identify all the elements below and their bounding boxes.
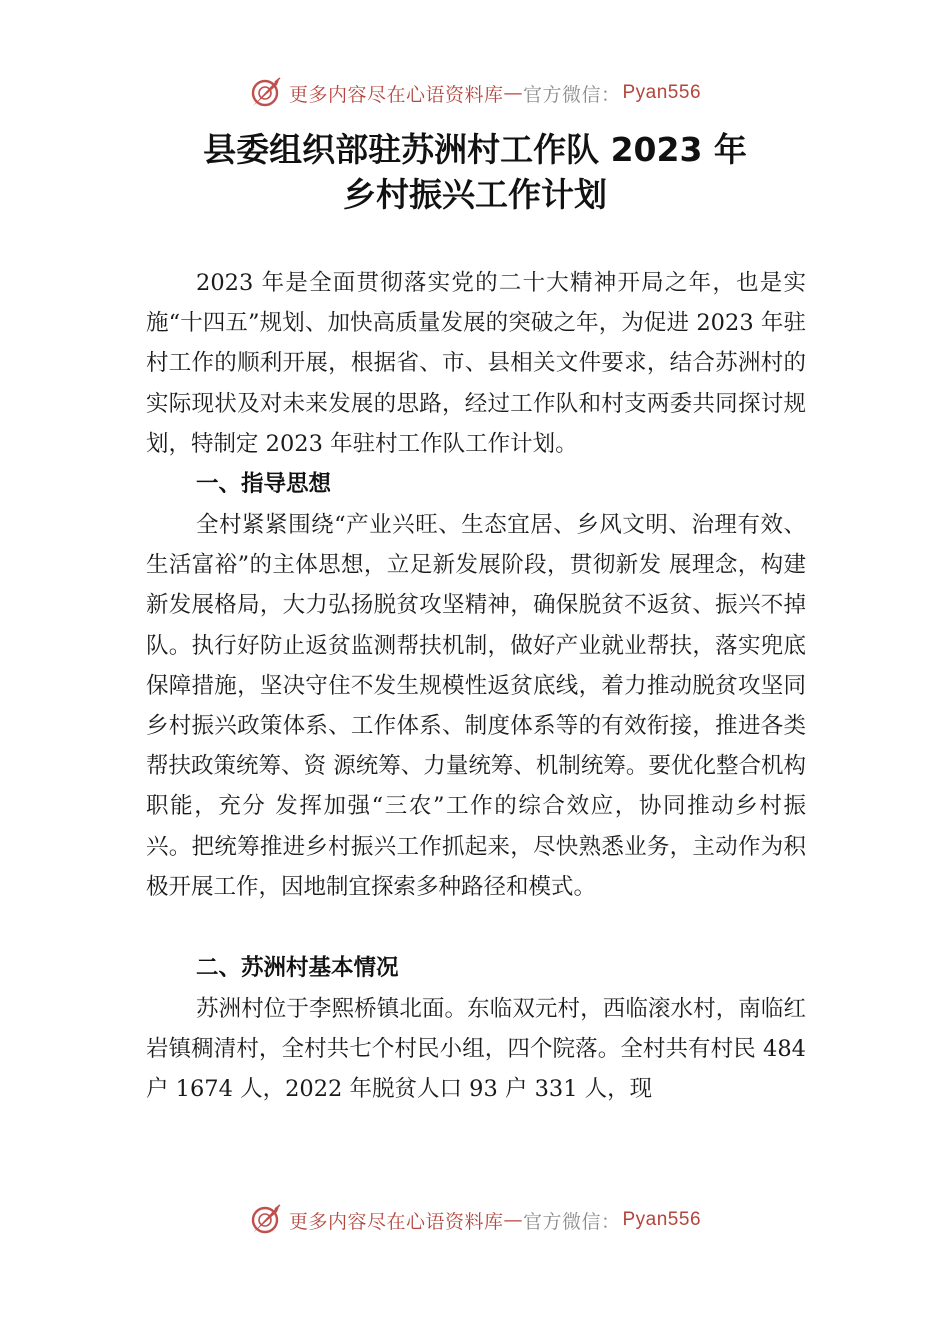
quill-logo-icon — [249, 1203, 283, 1237]
watermark-footer — [0, 1200, 950, 1240]
watermark-header — [0, 73, 950, 113]
document-title-line-1: 县委组织部驻苏洲村工作队 2023 年 — [203, 130, 747, 169]
section-paragraph-village-basics: 苏洲村位于李熙桥镇北面。东临双元村，西临滚水村，南临红岩镇稠清村，全村共七个村民小组，四个院落。全村共有村民 484 户 1674 人，2022 年脱贫人口 93 户 331 人，现 — [146, 996, 806, 1103]
watermark-wechat-id: Pyan556 — [622, 82, 702, 103]
watermark-tail-text: 官方微信： — [522, 83, 621, 106]
watermark-dash: — — [503, 1209, 523, 1231]
quill-logo-icon — [249, 76, 283, 110]
section-heading-guiding-thought: 一、指导思想 — [196, 471, 332, 497]
watermark-wechat-id: Pyan556 — [622, 1209, 702, 1230]
watermark-tail-text: 官方微信： — [522, 1210, 621, 1233]
watermark-lead-text: 更多内容尽在心语资料库 — [288, 1210, 504, 1233]
watermark-dash: — — [503, 82, 523, 104]
section-heading-village-basics: 二、苏洲村基本情况 — [196, 955, 399, 981]
watermark-lead-text: 更多内容尽在心语资料库 — [288, 83, 504, 106]
section-paragraph-guiding-thought: 全村紧紧围绕“产业兴旺、生态宜居、乡风文明、治理有效、生活富裕”的主体思想，立足新发展阶段，贯彻新发 展理念，构建新发展格局，大力弘扬脱贫攻坚精神，确保脱贫不返贫、振兴不掉队。执行好防止返贫监测帮扶机制，做好产业就业帮扶，落实兜底保障措施，坚决守住不发生规模性返贫底线，着力推动脱贫攻坚同乡村振兴政策体系、工作体系、制度体系等的有效衔接，推进各类帮扶政策统筹、资 源统筹、力量统筹、机制统筹。要优化整合机构职能，充分 发挥加强“三农”工作的综合效应，协同推动乡村振兴。把统筹推进乡村振兴工作抓起来，尽快熟悉业务，主动作为积极开展工作，因地制宜探索多种路径和模式。 — [146, 512, 806, 900]
intro-paragraph: 2023 年是全面贯彻落实党的二十大精神开局之年，也是实施“十四五”规划、加快高质量发展的突破之年，为促进 2023 年驻村工作的顺利开展，根据省、市、县相关文件要求，结合苏洲村的实际现状及对未来发展的思路，经过工作队和村支两委共同探讨规划，特制定 2023 年驻村工作队工作计划。 — [146, 270, 806, 457]
document-title-line-2: 乡村振兴工作计划 — [343, 175, 607, 214]
